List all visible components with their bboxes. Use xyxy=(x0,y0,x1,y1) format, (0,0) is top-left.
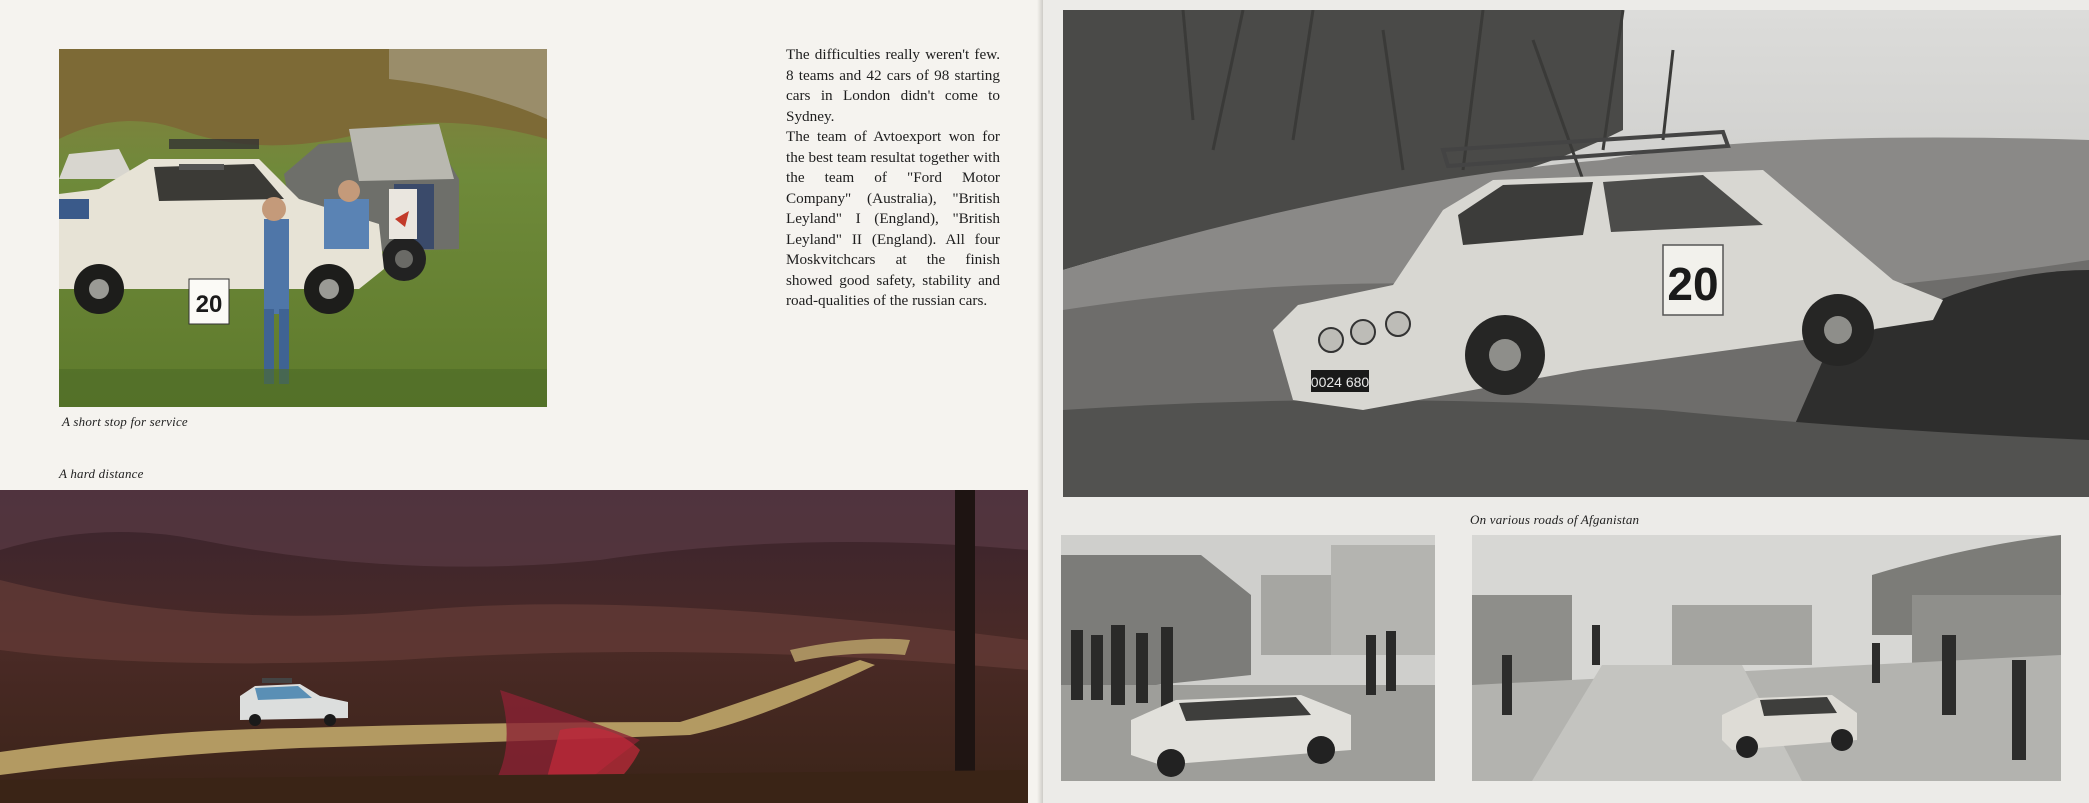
photo-service-stop-image xyxy=(59,49,547,407)
photo-afghan-town xyxy=(1061,535,1435,781)
photo-mountain-rally xyxy=(1063,10,2089,497)
rally-car-number: 20 xyxy=(1667,258,1719,310)
photo-service-stop xyxy=(59,49,547,407)
photo-mountain-rally-image xyxy=(1063,10,2089,497)
photo-hard-distance-image xyxy=(0,490,1028,803)
caption-afghanistan: On various roads of Afganistan xyxy=(1470,512,1640,527)
caption-service-stop: A short stop for service xyxy=(62,414,188,429)
service-car-number: 20 xyxy=(195,291,223,318)
article-body xyxy=(786,45,1000,312)
photo-hard-distance xyxy=(0,490,1028,803)
photo-afghan-road xyxy=(1472,535,2061,781)
photo-afghan-town-image xyxy=(1061,535,1435,781)
photo-afghan-road-image xyxy=(1472,535,2061,781)
rally-car-plate: 0024 680 xyxy=(1310,374,1370,390)
right-page xyxy=(1043,0,2089,803)
article-paragraph-2: The team of Avtoexport won for the best team resultat together with the team of "Ford Motor Company" (Australia), "British Leyland" I (England), "British Leyland" II (England). All four Moskvitchcars at the finish showed good safety, stability and road-qualities of the russian cars. xyxy=(786,128,1000,309)
caption-hard-distance: A hard distance xyxy=(59,466,144,481)
article-paragraph-1: The difficulties really weren't few. 8 teams and 42 cars of 98 starting cars in London didn't come to Sydney. xyxy=(786,46,1000,125)
left-page xyxy=(0,0,1040,803)
